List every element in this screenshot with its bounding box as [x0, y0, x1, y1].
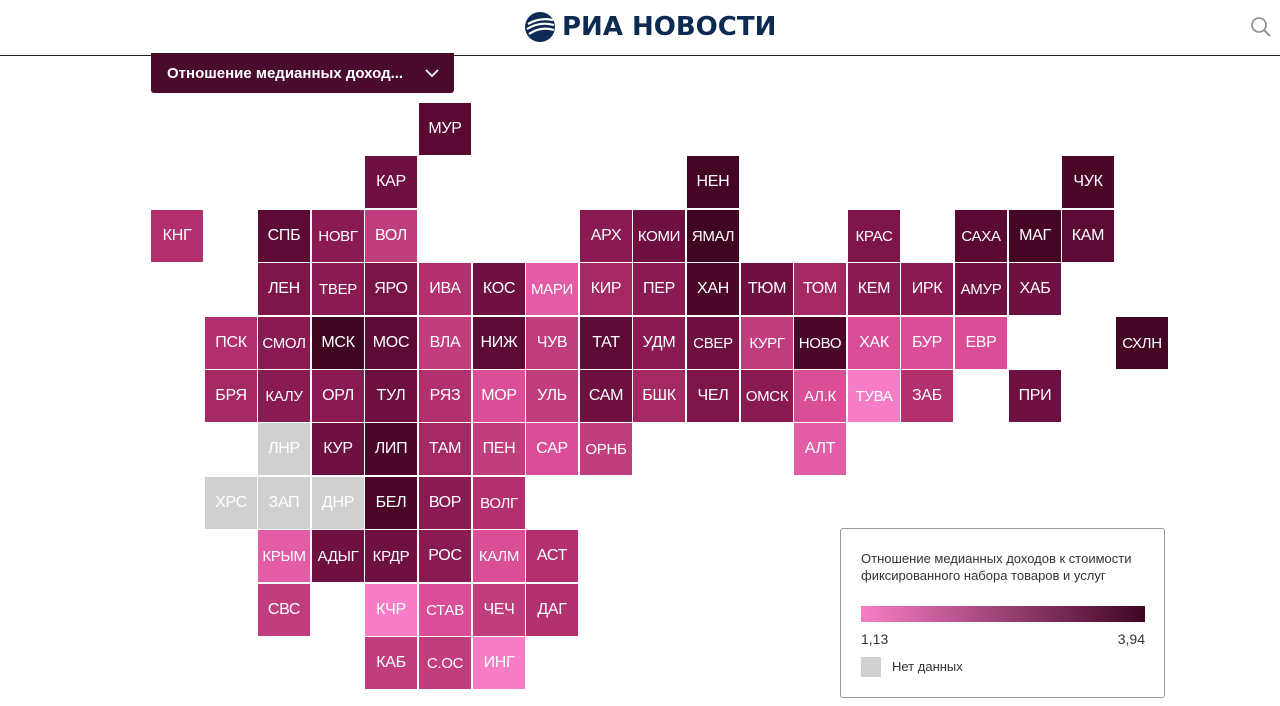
region-tile-8[interactable]: ВОЛ	[365, 210, 417, 262]
region-tile-73[interactable]: БЕЛ	[365, 477, 417, 529]
region-tile-13[interactable]: САХА	[955, 210, 1007, 262]
chevron-down-icon	[423, 64, 441, 82]
region-tile-72[interactable]: ДНР	[312, 477, 364, 529]
map-legend	[840, 528, 1165, 698]
region-tile-71[interactable]: ЗАП	[258, 477, 310, 529]
region-tile-74[interactable]: ВОР	[419, 477, 471, 529]
region-tile-43[interactable]: ХАК	[848, 317, 900, 369]
region-tile-36[interactable]: НИЖ	[473, 317, 525, 369]
region-tile-78[interactable]: КРДР	[365, 530, 417, 582]
region-tile-26[interactable]: ТОМ	[794, 263, 846, 315]
region-tile-1[interactable]: МУР	[419, 103, 471, 155]
region-tile-55[interactable]: БШК	[633, 370, 685, 422]
logo-text: РИА НОВОСТИ	[562, 12, 777, 42]
region-tile-86[interactable]: ДАГ	[526, 584, 578, 636]
region-tile-21[interactable]: МАРИ	[526, 263, 578, 315]
legend-nodata-label: Нет данных	[892, 659, 963, 674]
search-icon[interactable]	[1250, 16, 1272, 38]
region-tile-10[interactable]: КОМИ	[633, 210, 685, 262]
region-tile-77[interactable]: АДЫГ	[312, 530, 364, 582]
region-tile-46[interactable]: СХЛН	[1116, 317, 1168, 369]
region-tile-6[interactable]: СПБ	[258, 210, 310, 262]
region-tile-3[interactable]: НЕН	[687, 156, 739, 208]
region-tile-63[interactable]: КУР	[312, 423, 364, 475]
region-tile-42[interactable]: НОВО	[794, 317, 846, 369]
region-tile-17[interactable]: ТВЕР	[312, 263, 364, 315]
region-tile-60[interactable]: ЗАБ	[901, 370, 953, 422]
legend-nodata-swatch	[861, 657, 881, 677]
region-tile-88[interactable]: С.ОС	[419, 637, 471, 689]
region-tile-11[interactable]: ЯМАЛ	[687, 210, 739, 262]
region-tile-62[interactable]: ЛНР	[258, 423, 310, 475]
indicator-select-label: Отношение медианных доход...	[167, 64, 404, 82]
region-tile-85[interactable]: ЧЕЧ	[473, 584, 525, 636]
region-tile-75[interactable]: ВОЛГ	[473, 477, 525, 529]
region-tile-27[interactable]: КЕМ	[848, 263, 900, 315]
region-tile-38[interactable]: ТАТ	[580, 317, 632, 369]
region-tile-25[interactable]: ТЮМ	[741, 263, 793, 315]
region-tile-12[interactable]: КРАС	[848, 210, 900, 262]
region-tile-45[interactable]: ЕВР	[955, 317, 1007, 369]
region-tile-16[interactable]: ЛЕН	[258, 263, 310, 315]
region-tile-48[interactable]: КАЛУ	[258, 370, 310, 422]
region-tile-5[interactable]: КНГ	[151, 210, 203, 262]
legend-max-value: 3,94	[1117, 631, 1145, 647]
region-tile-83[interactable]: КЧР	[365, 584, 417, 636]
region-tile-57[interactable]: ОМСК	[741, 370, 793, 422]
region-tile-23[interactable]: ПЕР	[633, 263, 685, 315]
region-tile-61[interactable]: ПРИ	[1009, 370, 1061, 422]
region-tile-41[interactable]: КУРГ	[741, 317, 793, 369]
region-tile-51[interactable]: РЯЗ	[419, 370, 471, 422]
region-tile-84[interactable]: СТАВ	[419, 584, 471, 636]
region-tile-68[interactable]: ОРНБ	[580, 423, 632, 475]
region-tile-58[interactable]: АЛ.К	[794, 370, 846, 422]
region-tile-15[interactable]: КАМ	[1062, 210, 1114, 262]
region-tile-87[interactable]: КАБ	[365, 637, 417, 689]
region-tile-34[interactable]: МОС	[365, 317, 417, 369]
region-tile-66[interactable]: ПЕН	[473, 423, 525, 475]
indicator-select[interactable]	[151, 53, 454, 93]
region-tile-80[interactable]: КАЛМ	[473, 530, 525, 582]
region-tile-33[interactable]: МСК	[312, 317, 364, 369]
site-logo[interactable]	[524, 10, 776, 44]
region-tile-82[interactable]: СВС	[258, 584, 310, 636]
region-tile-35[interactable]: ВЛА	[419, 317, 471, 369]
region-tile-9[interactable]: АРХ	[580, 210, 632, 262]
region-tile-76[interactable]: КРЫМ	[258, 530, 310, 582]
region-tile-54[interactable]: САМ	[580, 370, 632, 422]
region-tile-19[interactable]: ИВА	[419, 263, 471, 315]
region-tile-14[interactable]: МАГ	[1009, 210, 1061, 262]
region-tile-28[interactable]: ИРК	[901, 263, 953, 315]
legend-min-value: 1,13	[861, 631, 889, 647]
region-tile-40[interactable]: СВЕР	[687, 317, 739, 369]
ria-globe-logo-icon	[524, 11, 556, 43]
region-tile-50[interactable]: ТУЛ	[365, 370, 417, 422]
region-tile-31[interactable]: ПСК	[205, 317, 257, 369]
region-tile-20[interactable]: КОС	[473, 263, 525, 315]
region-tile-79[interactable]: РОС	[419, 530, 471, 582]
region-tile-59[interactable]: ТУВА	[848, 370, 900, 422]
region-tile-65[interactable]: ТАМ	[419, 423, 471, 475]
region-tile-64[interactable]: ЛИП	[365, 423, 417, 475]
region-tile-18[interactable]: ЯРО	[365, 263, 417, 315]
region-tile-4[interactable]: ЧУК	[1062, 156, 1114, 208]
region-tile-70[interactable]: ХРС	[205, 477, 257, 529]
region-tile-24[interactable]: ХАН	[687, 263, 739, 315]
region-tile-49[interactable]: ОРЛ	[312, 370, 364, 422]
region-tile-29[interactable]: АМУР	[955, 263, 1007, 315]
region-tile-2[interactable]: КАР	[365, 156, 417, 208]
region-tile-22[interactable]: КИР	[580, 263, 632, 315]
region-tile-37[interactable]: ЧУВ	[526, 317, 578, 369]
region-tile-53[interactable]: УЛЬ	[526, 370, 578, 422]
region-tile-67[interactable]: САР	[526, 423, 578, 475]
region-tile-47[interactable]: БРЯ	[205, 370, 257, 422]
region-tile-32[interactable]: СМОЛ	[258, 317, 310, 369]
region-tile-89[interactable]: ИНГ	[473, 637, 525, 689]
region-tile-52[interactable]: МОР	[473, 370, 525, 422]
legend-color-scale	[861, 606, 1145, 622]
region-tile-7[interactable]: НОВГ	[312, 210, 364, 262]
region-tile-69[interactable]: АЛТ	[794, 423, 846, 475]
region-tile-30[interactable]: ХАБ	[1009, 263, 1061, 315]
region-tile-81[interactable]: АСТ	[526, 530, 578, 582]
region-tile-44[interactable]: БУР	[901, 317, 953, 369]
legend-title: Отношение медианных доходов к стоимости фиксированного набора товаров и услуг	[861, 551, 1132, 583]
region-tile-39[interactable]: УДМ	[633, 317, 685, 369]
site-header	[0, 0, 1280, 56]
region-tile-56[interactable]: ЧЕЛ	[687, 370, 739, 422]
